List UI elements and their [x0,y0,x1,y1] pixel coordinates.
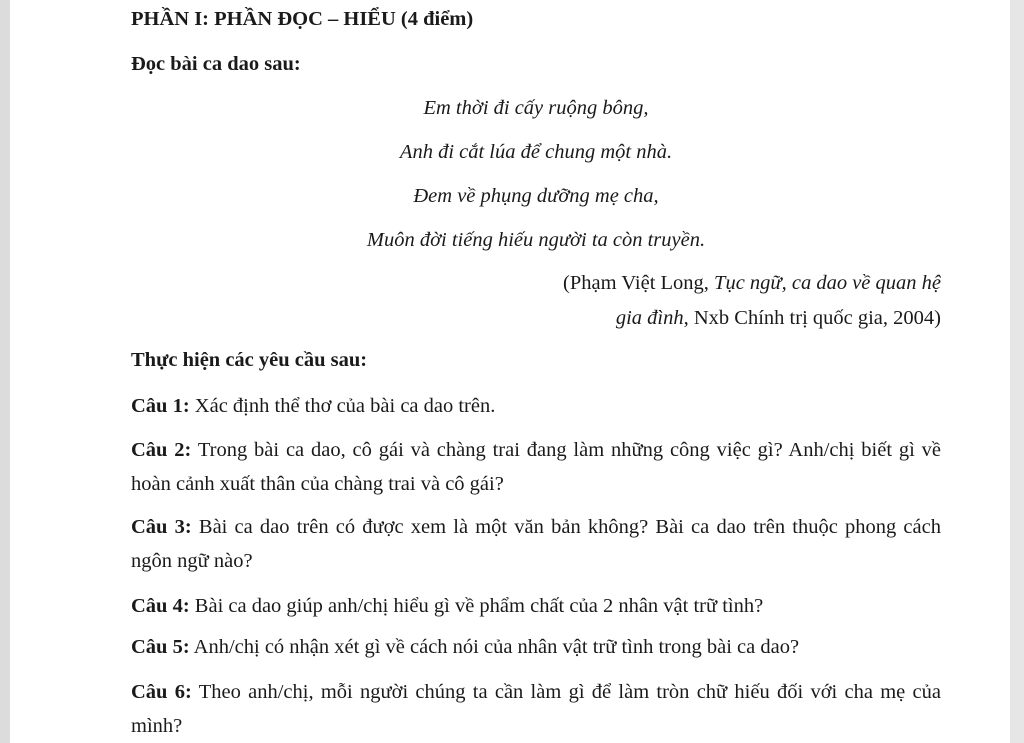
poem-line-4: Muôn đời tiếng hiếu người ta còn truyền. [366,229,706,251]
question-label: Câu 4: [131,595,190,617]
poem-line-3: Đem về phụng dưỡng mẹ cha, [413,185,659,207]
question-text: Bài ca dao trên có được xem là một văn bản không? Bài ca dao trên thuộc phong cách ngôn ngữ nào? [131,516,941,572]
poem-line-1: Em thời đi cấy ruộng bông, [423,97,649,119]
question-label: Câu 5: [131,636,190,658]
source-book-title: Tục ngữ, ca dao về quan hệ [714,272,941,294]
reading-instruction: Đọc bài ca dao sau: [131,53,301,75]
source-line-2 [616,307,941,330]
scrollbar-track[interactable] [1010,0,1024,743]
source-book-title-cont: gia đình [615,307,684,329]
question-text: Trong bài ca dao, cô gái và chàng trai đang làm những công việc gì? Anh/chị biết gì về hoàn cảnh xuất thân của chàng trai và cô gái? [131,439,941,495]
question-label: Câu 2: [131,439,192,461]
question-1 [131,389,941,423]
question-4 [131,589,941,623]
source-publisher: , Nxb Chính trị quốc gia, 2004) [683,307,941,329]
section-title: PHẦN I: PHẦN ĐỌC – HIỂU (4 điểm) [131,8,474,30]
source-author: (Phạm Việt Long, [563,272,715,294]
question-5 [131,630,941,664]
source-line-1 [563,272,941,295]
question-label: Câu 6: [131,681,192,703]
question-6 [131,675,941,743]
question-text: Theo anh/chị, mỗi người chúng ta cần làm gì để làm tròn chữ hiếu đối với cha mẹ của mình? [131,681,941,737]
question-label: Câu 1: [131,395,190,417]
question-2 [131,433,941,501]
question-text: Anh/chị có nhận xét gì về cách nói của nhân vật trữ tình trong bài ca dao? [189,636,800,658]
question-label: Câu 3: [131,516,192,538]
tasks-heading: Thực hiện các yêu cầu sau: [131,349,368,371]
question-text: Bài ca dao giúp anh/chị hiểu gì về phẩm chất của 2 nhân vật trữ tình? [189,595,764,617]
poem-line-2: Anh đi cắt lúa để chung một nhà. [399,141,673,163]
question-3 [131,510,941,578]
left-margin-bar [0,0,10,743]
question-text: Xác định thể thơ của bài ca dao trên. [189,395,496,417]
